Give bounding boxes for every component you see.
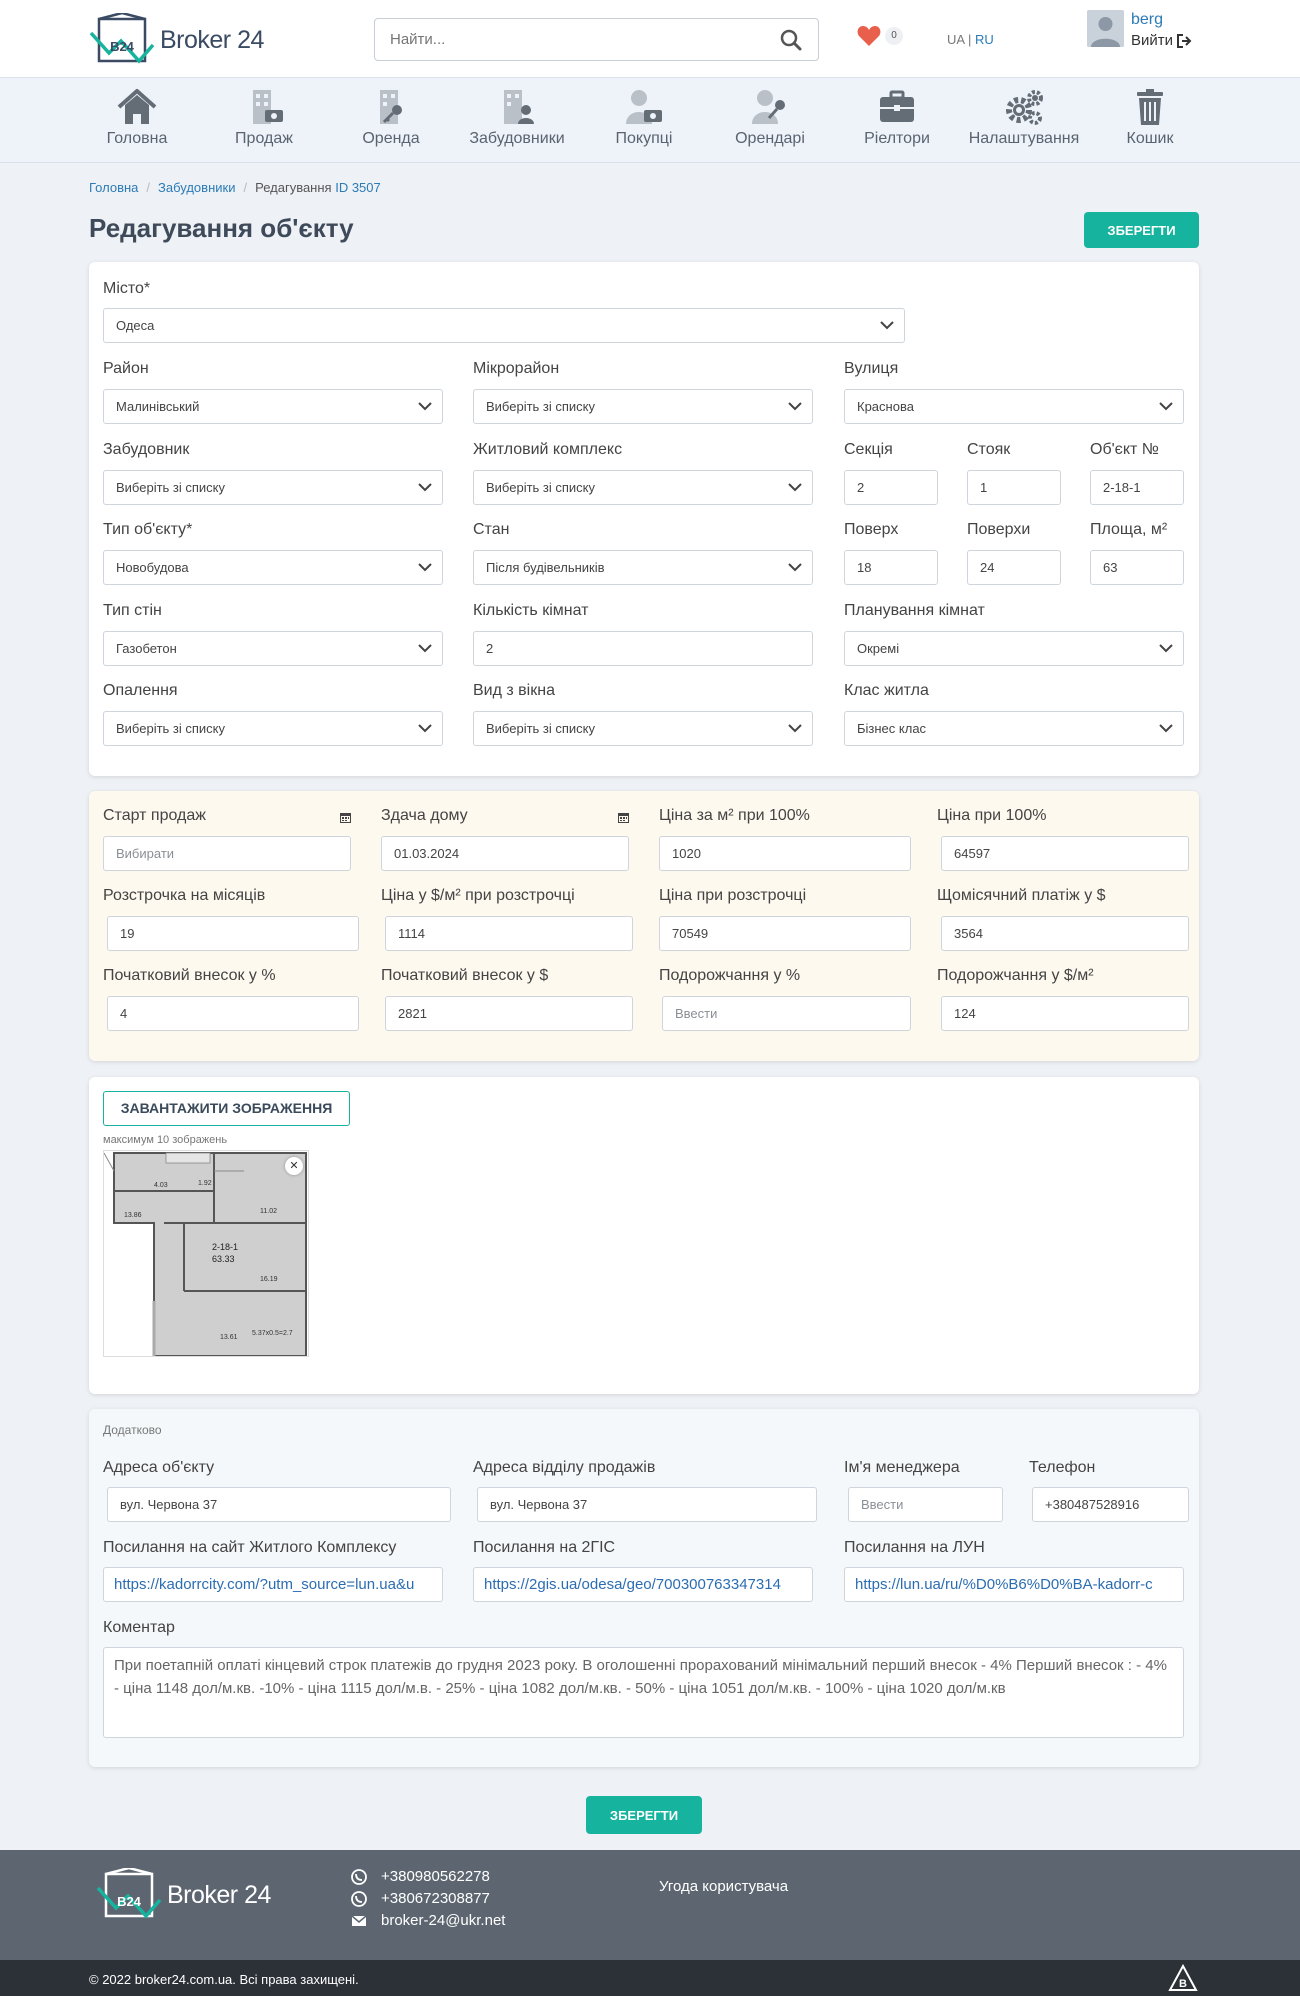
monthly-payment-field: Щомісячний платіж у $ 3564 (937, 886, 1189, 906)
footer-logo-text: Broker 24 (167, 1880, 271, 1909)
chevron-down-icon (418, 402, 432, 411)
manager-input[interactable]: Ввести (848, 1487, 1003, 1522)
object-type-field: Тип об'єкту* Новобудова (103, 520, 443, 540)
remove-image-button[interactable]: ✕ (285, 1157, 303, 1175)
floor-field: Поверх 18 (844, 520, 938, 540)
city-select[interactable]: Одеса (103, 308, 905, 343)
gis-link-field: Посилання на 2ГІС https://2gis.ua/odesa/geo/700300763347314 (473, 1538, 813, 1558)
condition-select[interactable]: Після будівельників (473, 550, 813, 585)
complex-link-input[interactable]: https://kadorrcity.com/?utm_source=lun.ua&u (103, 1567, 443, 1602)
building-key-icon (370, 88, 412, 126)
logout-link[interactable] (1131, 30, 1193, 52)
viber-icon (351, 1869, 367, 1885)
price-m2-installment-input[interactable]: 1114 (385, 916, 633, 951)
housing-class-select[interactable]: Бізнес клас (844, 711, 1184, 746)
copyright-text: © 2022 broker24.com.ua. Всі права захищені. (89, 1972, 359, 1987)
envelope-icon (351, 1913, 367, 1929)
room-label: 13.61 (220, 1334, 238, 1341)
down-payment-usd-input[interactable]: 2821 (385, 996, 633, 1031)
section-field: Секція 2 (844, 440, 938, 460)
rooms-field: Кількість кімнат 2 (473, 601, 813, 621)
heating-field: Опалення Виберіть зі списку (103, 681, 443, 701)
svg-text:B: B (1179, 1978, 1187, 1990)
footer-logo[interactable] (96, 1868, 271, 1922)
chevron-down-icon (788, 563, 802, 572)
footer-phone-1[interactable]: +380980562278 (351, 1868, 490, 1885)
chevron-down-icon (1159, 724, 1173, 733)
markup-m2-input[interactable]: 124 (941, 996, 1189, 1031)
delivery-input[interactable]: 01.03.2024 (381, 836, 629, 871)
area-field: Площа, м² 63 (1090, 520, 1184, 540)
complex-select[interactable]: Виберіть зі списку (473, 470, 813, 505)
layout-select[interactable]: Окремі (844, 631, 1184, 666)
sale-start-field: Старт продаж Вибирати (103, 806, 351, 826)
complex-link-field: Посилання на сайт Житлого Комплексу https://kadorrcity.com/?utm_source=lun.ua&u (103, 1538, 443, 1558)
lang-separator: | (967, 32, 972, 47)
logo[interactable] (89, 13, 264, 67)
floor-plan-thumbnail[interactable] (103, 1150, 309, 1357)
lang-ru[interactable]: RU (974, 32, 994, 47)
lun-link-field: Посилання на ЛУН https://lun.ua/ru/%D0%B6%D0%BA-kadorr-c (844, 1538, 1184, 1558)
search-icon[interactable] (780, 29, 802, 51)
language-switcher (947, 32, 994, 47)
username[interactable]: berg (1131, 11, 1164, 28)
object-main-card (89, 262, 1199, 776)
footer (0, 1850, 1300, 1960)
unit-number: 2-18-1 (212, 1242, 239, 1252)
layout-field: Планування кімнат Окремі (844, 601, 1184, 621)
briefcase-icon (876, 88, 918, 126)
condition-field: Стан Після будівельників (473, 520, 813, 540)
floors-input[interactable]: 24 (967, 550, 1061, 585)
room-label: 13.86 (124, 1212, 142, 1219)
heating-select[interactable]: Виберіть зі списку (103, 711, 443, 746)
gis-link-input[interactable]: https://2gis.ua/odesa/geo/700300763347314 (473, 1567, 813, 1602)
images-card (89, 1077, 1199, 1394)
district-field: Район Малинівський (103, 359, 443, 379)
user-key-icon (749, 88, 791, 126)
svg-text:B24: B24 (110, 39, 134, 54)
upload-limit-note: максимум 10 зображень (103, 1134, 228, 1146)
nav-item-sale[interactable] (201, 88, 327, 148)
price-m2-installment-field: Ціна у $/м² при розстрочці 1114 (381, 886, 633, 906)
copyright-bar (0, 1960, 1300, 1996)
chevron-down-icon (418, 483, 432, 492)
object-number-input[interactable]: 2-18-1 (1090, 470, 1184, 505)
chevron-down-icon (1159, 402, 1173, 411)
chevron-down-icon (418, 563, 432, 572)
breadcrumb-home[interactable]: Головна (89, 180, 139, 195)
price-installment-input[interactable]: 70549 (659, 916, 911, 951)
window-view-select[interactable]: Виберіть зі списку (473, 711, 813, 746)
building-sale-icon (243, 88, 285, 126)
area-input[interactable]: 63 (1090, 550, 1184, 585)
nav-item-settings[interactable] (961, 88, 1087, 148)
price-installment-field: Ціна при розстрочці 70549 (659, 886, 911, 906)
chevron-down-icon (788, 402, 802, 411)
logo-icon (96, 1868, 162, 1922)
price-100-input[interactable]: 64597 (941, 836, 1189, 871)
sales-address-field: Адреса відділу продажів вул. Червона 37 (473, 1458, 817, 1478)
room-label: 5.37x0.5=2.7 (252, 1330, 293, 1337)
upload-images-button[interactable]: ЗАВАНТАЖИТИ ЗОБРАЖЕННЯ (103, 1091, 350, 1126)
logo-icon (89, 13, 155, 67)
wall-type-select[interactable]: Газобетон (103, 631, 443, 666)
riser-input[interactable]: 1 (967, 470, 1061, 505)
street-select[interactable]: Краснова (844, 389, 1184, 424)
installment-months-field: Розстрочка на місяців 19 (103, 886, 355, 906)
unit-area: 63.33 (212, 1254, 235, 1264)
developer-logo-icon[interactable] (1168, 1964, 1198, 1994)
nav-label: Оренда (362, 130, 420, 147)
price-card (89, 791, 1199, 1061)
phone-field: Телефон +380487528916 (1029, 1458, 1189, 1478)
room-label: 11.02 (260, 1208, 277, 1215)
installment-months-input[interactable]: 19 (107, 916, 359, 951)
rooms-input[interactable]: 2 (473, 631, 813, 666)
heart-icon (857, 25, 881, 47)
section-label: Додатково (103, 1423, 162, 1437)
housing-class-field: Клас житла Бізнес клас (844, 681, 1184, 701)
logo-text: Broker 24 (160, 25, 264, 54)
nav-label: Налаштування (968, 130, 1080, 147)
monthly-payment-input[interactable]: 3564 (941, 916, 1189, 951)
section-input[interactable]: 2 (844, 470, 938, 505)
footer-email[interactable]: broker-24@ukr.net (351, 1912, 505, 1929)
nav-item-trash[interactable] (1087, 88, 1213, 148)
phone-input[interactable]: +380487528916 (1032, 1487, 1189, 1522)
nav-label: Головна (106, 130, 168, 147)
logout-label: Вийти (1131, 32, 1174, 49)
nav-label: Кошик (1126, 130, 1174, 147)
sales-address-input[interactable]: вул. Червона 37 (477, 1487, 817, 1522)
additional-card (89, 1409, 1199, 1767)
user-avatar-icon (1087, 10, 1124, 47)
breadcrumb-developers[interactable]: Забудовники (158, 180, 236, 195)
gears-icon (1003, 88, 1045, 126)
breadcrumb-id: ID 3507 (335, 180, 381, 195)
search-input[interactable] (375, 19, 755, 60)
nav-label: Ріелтори (864, 130, 930, 147)
chevron-down-icon (788, 483, 802, 492)
lun-link-input[interactable]: https://lun.ua/ru/%D0%B6%D0%BA-kadorr-c (844, 1567, 1184, 1602)
nav-label: Продаж (235, 130, 293, 147)
trash-icon (1129, 88, 1171, 126)
viber-icon (351, 1891, 367, 1907)
chevron-down-icon (788, 724, 802, 733)
room-label: 16.19 (260, 1276, 278, 1283)
svg-text:B24: B24 (117, 1894, 141, 1909)
calendar-icon[interactable] (618, 811, 629, 823)
microdistrict-field: Мікрорайон Виберіть зі списку (473, 359, 813, 379)
comment-textarea[interactable]: При поетапній оплаті кінцевий строк платежів до грудня 2023 року. В оголошенні прорахований мінімальний перший внесок - 4% Перший внесок : - 4% - ціна 1148 дол/м.кв. -10% - ціна 1115 дол/м.в. - 25% - ціна 1082 дол/м.кв. - 50% - ціна 1051 дол/м.кв. - 100% - ціна 1020 дол/м.кв (103, 1647, 1184, 1738)
delivery-field: Здача дому 01.03.2024 (381, 806, 629, 826)
object-number-field: Об'єкт № 2-18-1 (1090, 440, 1184, 460)
page-title: Редагування об'єкту (89, 213, 354, 243)
footer-phone-2[interactable]: +380672308877 (351, 1890, 490, 1907)
chevron-down-icon (418, 644, 432, 653)
user-money-icon (623, 88, 665, 126)
wall-type-field: Тип стін Газобетон (103, 601, 443, 621)
home-icon (116, 88, 158, 126)
window-view-field: Вид з вікна Виберіть зі списку (473, 681, 813, 701)
main-nav (0, 78, 1300, 163)
object-address-field: Адреса об'єкту вул. Червона 37 (103, 1458, 447, 1478)
riser-field: Стояк 1 (967, 440, 1061, 460)
nav-item-home[interactable] (74, 88, 200, 148)
city-field: Місто* Одеса (103, 279, 905, 299)
user-agreement-link[interactable]: Угода користувача (659, 1878, 789, 1895)
markup-pct-field: Подорожчання у % Ввести (659, 966, 911, 986)
nav-item-tenants[interactable] (707, 88, 833, 148)
user-menu (1087, 10, 1193, 52)
top-header (0, 0, 1300, 78)
nav-label: Покупці (615, 130, 673, 147)
calendar-icon[interactable] (340, 811, 351, 823)
room-label: 4.03 (154, 1182, 168, 1189)
chevron-down-icon (880, 321, 894, 330)
nav-item-buyers[interactable] (581, 88, 707, 148)
nav-label: Забудовники (469, 130, 565, 147)
markup-pct-input[interactable]: Ввести (662, 996, 911, 1031)
street-field: Вулиця Краснова (844, 359, 1184, 379)
markup-m2-field: Подорожчання у $/м² 124 (937, 966, 1189, 986)
lang-ua[interactable]: UA (947, 32, 965, 47)
floors-field: Поверхи 24 (967, 520, 1061, 540)
nav-label: Орендарі (735, 130, 805, 147)
favorites-count: 0 (885, 27, 903, 45)
floor-plan-image (104, 1151, 309, 1357)
nav-item-developers[interactable] (454, 88, 580, 148)
avatar[interactable] (1087, 10, 1124, 47)
price-m2-100-field: Ціна за м² при 100% 1020 (659, 806, 911, 826)
object-type-select[interactable]: Новобудова (103, 550, 443, 585)
sale-start-input[interactable]: Вибирати (103, 836, 351, 871)
down-payment-pct-input[interactable]: 4 (107, 996, 359, 1031)
object-address-input[interactable]: вул. Червона 37 (107, 1487, 451, 1522)
logout-icon (1177, 34, 1193, 48)
price-100-field: Ціна при 100% 64597 (937, 806, 1189, 826)
developer-field: Забудовник Виберіть зі списку (103, 440, 443, 460)
chevron-down-icon (418, 724, 432, 733)
save-button-bottom[interactable]: ЗБЕРЕГТИ (586, 1796, 702, 1834)
comment-field: Коментар (103, 1619, 175, 1636)
down-payment-pct-field: Початковий внесок у % 4 (103, 966, 355, 986)
nav-item-realtors[interactable] (834, 88, 960, 148)
favorites[interactable] (857, 25, 903, 47)
complex-field: Житловий комплекс Виберіть зі списку (473, 440, 813, 460)
district-select[interactable]: Малинівський (103, 389, 443, 424)
nav-item-rent[interactable] (328, 88, 454, 148)
room-label: 1.92 (198, 1180, 212, 1187)
building-user-icon (496, 88, 538, 126)
microdistrict-select[interactable]: Виберіть зі списку (473, 389, 813, 424)
manager-field: Ім'я менеджера Ввести (844, 1458, 1004, 1478)
price-m2-100-input[interactable]: 1020 (659, 836, 911, 871)
save-button-top[interactable]: ЗБЕРЕГТИ (1084, 212, 1199, 248)
developer-select[interactable]: Виберіть зі списку (103, 470, 443, 505)
search-box (374, 18, 819, 61)
breadcrumb-current: Редагування (255, 180, 332, 195)
chevron-down-icon (1159, 644, 1173, 653)
floor-input[interactable]: 18 (844, 550, 938, 585)
down-payment-usd-field: Початковий внесок у $ 2821 (381, 966, 633, 986)
breadcrumb: Головна / Забудовники / Редагування ID 3507 (89, 180, 381, 195)
